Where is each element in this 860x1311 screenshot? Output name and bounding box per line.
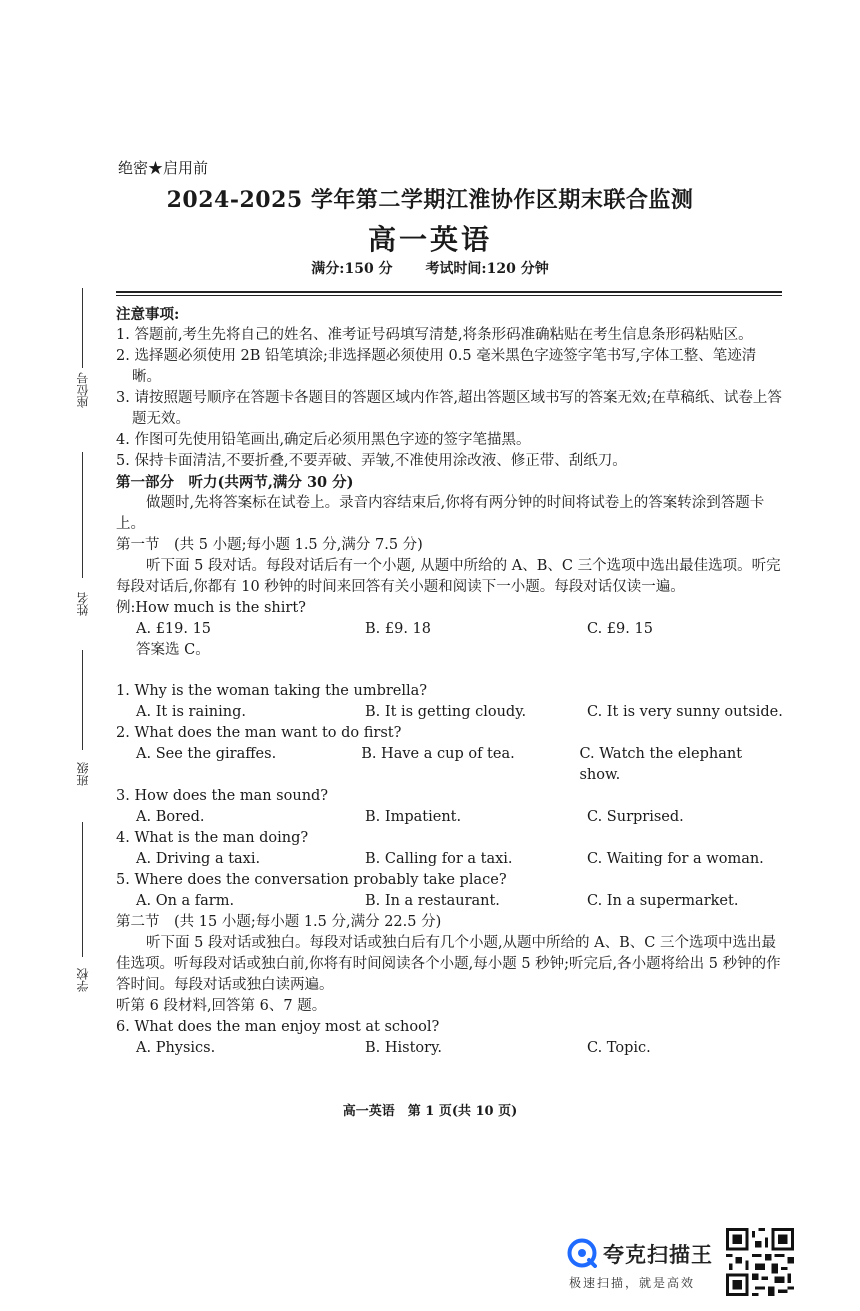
option-c: C. £9. 15 xyxy=(587,621,653,637)
notice-item: 2. 选择题必须使用 2B 铅笔填涂;非选择题必须使用 0.5 毫米黑色字迹签字笔书写,字体工整、笔迹清晰。 xyxy=(116,348,757,385)
header-rule-thin xyxy=(116,295,782,296)
class-label: 班级 xyxy=(76,762,90,786)
option-b: B. £9. 18 xyxy=(365,621,431,637)
seat-label: 座位号 xyxy=(76,372,90,408)
example-answer: 答案选 C。 xyxy=(136,642,210,658)
notice-item: 4. 作图可先使用铅笔画出,确定后必须用黑色字迹的签字笔描黑。 xyxy=(116,432,531,448)
notice-item: 3. 请按照题号顺序在答题卡各题目的答题区域内作答,超出答题区域书写的答案无效;在草稿纸、试卷上答题无效。 xyxy=(116,390,782,427)
question-3: 3. How does the man sound? xyxy=(116,788,329,804)
question-4-options xyxy=(116,849,784,870)
option-b: B. Calling for a taxi. xyxy=(365,851,513,867)
class-fill-line xyxy=(82,650,83,750)
exam-content xyxy=(116,304,784,1059)
question-2: 2. What does the man want to do first? xyxy=(116,725,402,741)
option-a: A. Physics. xyxy=(136,1040,216,1056)
option-c: C. Watch the elephant show. xyxy=(579,746,743,783)
quark-logo-icon xyxy=(567,1238,597,1268)
section2-heading: 第二节 (共 15 小题;每小题 1.5 分,满分 22.5 分) xyxy=(116,914,442,930)
exam-meta xyxy=(0,258,860,278)
seat-fill-line xyxy=(82,288,83,368)
option-b: B. Impatient. xyxy=(365,809,462,825)
question-5: 5. Where does the conversation probably take place? xyxy=(116,872,507,888)
question-4: 4. What is the man doing? xyxy=(116,830,309,846)
exam-time: 考试时间:120 分钟 xyxy=(425,261,549,277)
school-label: 学校 xyxy=(76,968,90,992)
question-3-options xyxy=(116,807,784,828)
question-6-options xyxy=(116,1038,784,1059)
section2-intro: 听下面 5 段对话或独白。每段对话或独白后有几个小题,从题中所给的 A、B、C 三个选项中选出最佳选项。听每段对话或独白前,你将有时间阅读各个小题,每小题 5 秒钟;听完后,各小题将给出 5 秒钟的作答时间。每段对话或独白读两遍。 xyxy=(116,935,781,993)
option-b: B. In a restaurant. xyxy=(365,893,500,909)
full-score: 满分:150 分 xyxy=(311,261,393,277)
exam-title: 2024-2025 学年第二学期江淮协作区期末联合监测 xyxy=(166,187,694,213)
option-a: A. Bored. xyxy=(136,809,205,825)
option-c: C. Waiting for a woman. xyxy=(587,851,764,867)
question-6: 6. What does the man enjoy most at school? xyxy=(116,1019,440,1035)
option-c: C. It is very sunny outside. xyxy=(587,704,783,720)
example-options xyxy=(116,619,784,640)
name-fill-line xyxy=(82,452,83,578)
school-fill-line xyxy=(82,822,83,957)
notice-item: 1. 答题前,考生先将自己的姓名、准考证号码填写清楚,将条形码准确粘贴在考生信息条形码粘贴区。 xyxy=(116,327,753,343)
header-rule-thick xyxy=(116,291,782,293)
option-b: B. Have a cup of tea. xyxy=(361,746,515,762)
option-a: A. It is raining. xyxy=(136,704,246,720)
notice-title: 注意事项: xyxy=(116,306,180,323)
part1-intro: 做题时,先将答案标在试卷上。录音内容结束后,你将有两分钟的时间将试卷上的答案转涂到答题卡上。 xyxy=(116,495,765,532)
option-b: B. History. xyxy=(365,1040,442,1056)
section1-heading: 第一节 (共 5 小题;每小题 1.5 分,满分 7.5 分) xyxy=(116,537,423,553)
part1-heading: 第一部分 听力(共两节,满分 30 分) xyxy=(116,474,354,491)
question-1: 1. Why is the woman taking the umbrella? xyxy=(116,683,428,699)
section1-intro: 听下面 5 段对话。每段对话后有一个小题, 从题中所给的 A、B、C 三个选项中选出最佳选项。听完每段对话后,你都有 10 秒钟的时间来回答有关小题和阅读下一小题。每段对话仅读一遍。 xyxy=(116,558,781,595)
option-a: A. See the giraffes. xyxy=(136,746,277,762)
option-a: A. On a farm. xyxy=(136,893,235,909)
material-note: 听第 6 段材料,回答第 6、7 题。 xyxy=(116,998,327,1014)
spacer xyxy=(116,661,784,681)
subject-title: 高一英语 xyxy=(367,223,492,256)
scanner-watermark xyxy=(567,1236,717,1296)
page-footer: 高一英语 第 1 页(共 10 页) xyxy=(342,1104,518,1119)
qr-code-icon xyxy=(726,1228,794,1296)
brand-slogan: 极速扫描，就是高效 xyxy=(569,1276,696,1290)
option-c: C. Surprised. xyxy=(587,809,684,825)
example-question: 例:How much is the shirt? xyxy=(116,600,306,616)
option-c: C. In a supermarket. xyxy=(587,893,739,909)
option-c: C. Topic. xyxy=(587,1040,651,1056)
name-label: 姓名 xyxy=(76,592,90,616)
question-2-options xyxy=(116,744,784,786)
confidential-label: 绝密★启用前 xyxy=(118,159,209,177)
brand-name: 夸克扫描王 xyxy=(603,1243,713,1267)
option-b: B. It is getting cloudy. xyxy=(365,704,527,720)
question-1-options xyxy=(116,702,784,723)
option-a: A. £19. 15 xyxy=(136,621,212,637)
question-5-options xyxy=(116,891,784,912)
option-a: A. Driving a taxi. xyxy=(136,851,261,867)
notice-item: 5. 保持卡面清洁,不要折叠,不要弄破、弄皱,不准使用涂改液、修正带、刮纸刀。 xyxy=(116,453,627,469)
